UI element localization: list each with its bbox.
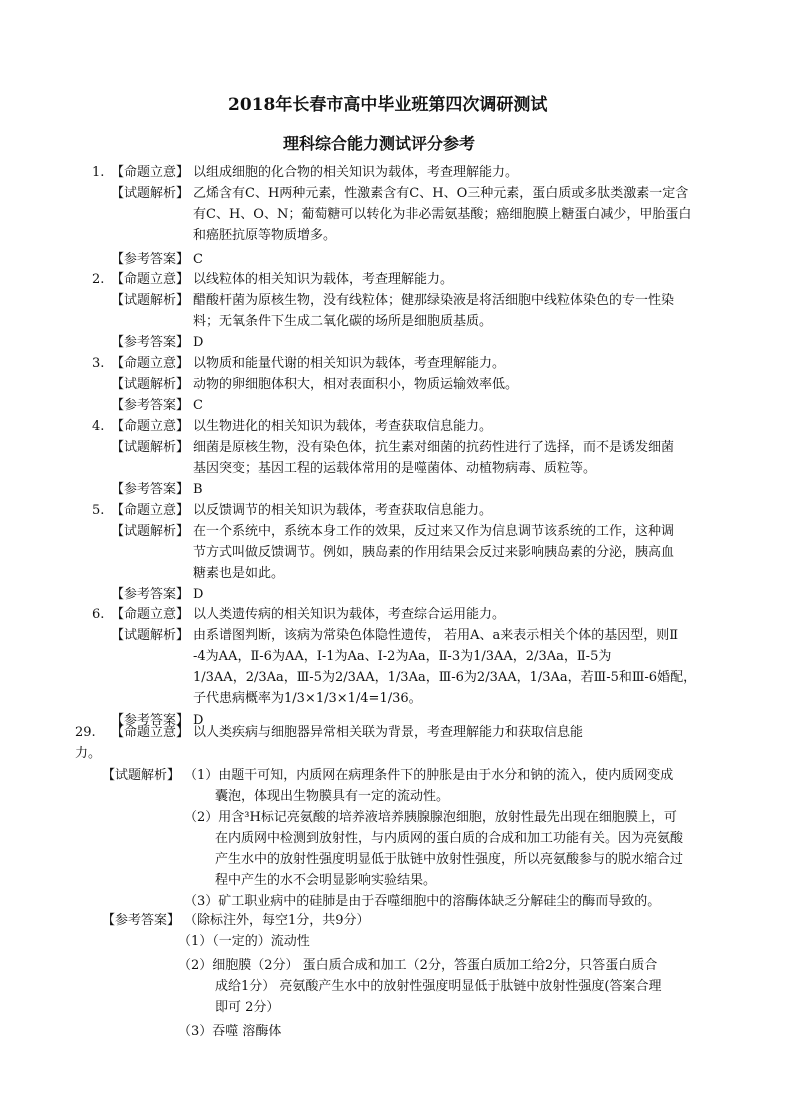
analysis-line: 由系谱图判断，该病为常染色体隐性遗传， 若用A、a来表示相关个体的基因型，则Ⅱ	[193, 628, 679, 643]
analysis-line: 在内质网中检测到放射性，与内质网的蛋白质的合成和加工功能有关。因为亮氨酸	[215, 831, 684, 846]
question-number: 2.	[92, 272, 105, 287]
intent-text: 以人类遗传病的相关知识为载体，考查综合运用能力。	[193, 607, 506, 622]
analysis-label: 【试题解析】	[111, 628, 190, 643]
document-title: 2018年长春市高中毕业班第四次调研测试	[228, 95, 548, 115]
intent-label: 【命题立意】	[111, 165, 190, 180]
analysis-line: 基因突变；基因工程的运载体常用的是噬菌体、动植物病毒、质粒等。	[193, 461, 597, 476]
analysis-line: 糖素也是如此。	[193, 566, 285, 581]
analysis-line: 节方式叫做反馈调节。例如，胰岛素的作用结果会反过来影响胰岛素的分泌，胰高血	[193, 545, 675, 560]
answer-line: （3）吞噬 溶酶体	[178, 1024, 282, 1039]
analysis-label: 【试题解析】	[111, 293, 190, 308]
intent-label: 【命题立意】	[111, 607, 190, 622]
intent-text: 以物质和能量代谢的相关知识为载体，考查理解能力。	[193, 356, 506, 371]
answer-label: 【参考答案】	[111, 335, 190, 350]
analysis-line: 囊泡，体现出生物膜具有一定的流动性。	[215, 789, 450, 804]
analysis-line: 和癌胚抗原等物质增多。	[193, 228, 337, 243]
analysis-line: -4为AA，Ⅱ-6为AA，Ⅰ-1为Aa、Ⅰ-2为Aa，Ⅱ-3为1/3AA，2/3Aa，Ⅱ-5为	[193, 649, 612, 664]
analysis-line: 1/3AA，2/3Aa，Ⅲ-5为2/3AA，1/3Aa，Ⅲ-6为2/3AA，1/3Aa，若Ⅲ-5和Ⅲ-6婚配，	[193, 670, 697, 685]
analysis-line: 程中产生的水不会明显影响实验结果。	[215, 873, 437, 888]
analysis-label: 【试题解析】	[102, 768, 181, 783]
question-number: 6.	[92, 607, 105, 622]
analysis-line: 细菌是原核生物，没有染色体，抗生素对细菌的抗药性进行了选择，而不是诱发细菌	[193, 440, 675, 455]
question-number: 4.	[92, 419, 105, 434]
analysis-label: 【试题解析】	[111, 440, 190, 455]
intent-text: 以线粒体的相关知识为载体，考查理解能力。	[193, 272, 454, 287]
document-subtitle: 理科综合能力测试评分参考	[283, 134, 476, 153]
intent-label: 【命题立意】	[111, 272, 190, 287]
answer-value: C	[193, 252, 203, 267]
intent-continuation: 力。	[75, 746, 102, 761]
answer-label: 【参考答案】	[111, 398, 190, 413]
question-number: 1.	[92, 165, 105, 180]
intent-label: 【命题立意】	[111, 356, 190, 371]
answer-label: 【参考答案】	[111, 587, 190, 602]
question-number: 29.	[75, 725, 96, 740]
analysis-label: 【试题解析】	[111, 524, 190, 539]
answer-value: B	[193, 482, 203, 497]
intent-text: 以组成细胞的化合物的相关知识为载体，考查理解能力。	[193, 165, 519, 180]
answer-label: 【参考答案】	[111, 713, 190, 728]
answer-label: 【参考答案】	[102, 913, 181, 928]
answer-line: （2）细胞膜（2分） 蛋白质合成和加工（2分，答蛋白质加工给2分，只答蛋白质合	[178, 958, 658, 973]
intent-text: 以人类疾病与细胞器异常相关联为背景，考查理解能力和获取信息能	[193, 725, 584, 740]
intent-label: 【命题立意】	[111, 503, 190, 518]
answer-value: D	[193, 713, 204, 728]
question-number: 5.	[92, 503, 105, 518]
answer-value: D	[193, 587, 204, 602]
intent-label: 【命题立意】	[111, 725, 190, 740]
analysis-line: （3）矿工职业病中的硅肺是由于吞噬细胞中的溶酶体缺乏分解硅尘的酶而导致的。	[184, 894, 661, 909]
analysis-line: （1）由题干可知，内质网在病理条件下的肿胀是由于水分和钠的流入，使内质网变成	[184, 768, 674, 783]
answer-value: C	[193, 398, 203, 413]
answer-label: 【参考答案】	[111, 252, 190, 267]
analysis-line: 醋酸杆菌为原核生物，没有线粒体；健那绿染液是将活细胞中线粒体染色的专一性染	[193, 293, 675, 308]
answer-line: 即可 2分）	[215, 1000, 280, 1015]
answer-note: （除标注外，每空1分，共9分）	[184, 913, 370, 928]
analysis-line: 在一个系统中，系统本身工作的效果，反过来又作为信息调节该系统的工作，这种调	[193, 524, 675, 539]
answer-line: （1）（一定的）流动性	[178, 934, 310, 949]
analysis-line: 动物的卵细胞体积大，相对表面积小，物质运输效率低。	[193, 377, 519, 392]
answer-line: 成给1分） 亮氨酸产生水中的放射性强度明显低于肽链中放射性强度(答案合理	[215, 979, 662, 994]
analysis-line: 料；无氧条件下生成二氧化碳的场所是细胞质基质。	[193, 314, 493, 329]
intent-text: 以生物进化的相关知识为载体，考查获取信息能力。	[193, 419, 493, 434]
analysis-line: 乙烯含有C、H两种元素，性激素含有C、H、O三种元素，蛋白质或多肽类激素一定含	[193, 186, 689, 201]
answer-label: 【参考答案】	[111, 482, 190, 497]
analysis-line: 有C、H、O、N；葡萄糖可以转化为非必需氨基酸；癌细胞膜上糖蛋白减少，甲胎蛋白	[193, 207, 692, 222]
analysis-label: 【试题解析】	[111, 186, 190, 201]
analysis-line: 子代患病概率为1/3×1/3×1/4=1/36。	[193, 691, 422, 706]
analysis-line: （2）用含³H标记亮氨酸的培养液培养胰腺腺泡细胞，放射性最先出现在细胞膜上，可	[184, 810, 677, 825]
intent-label: 【命题立意】	[111, 419, 190, 434]
answer-value: D	[193, 335, 204, 350]
analysis-label: 【试题解析】	[111, 377, 190, 392]
analysis-line: 产生水中的放射性强度明显低于肽链中放射性强度，所以亮氨酸参与的脱水缩合过	[215, 852, 684, 867]
question-number: 3.	[92, 356, 105, 371]
intent-text: 以反馈调节的相关知识为载体，考查获取信息能力。	[193, 503, 493, 518]
